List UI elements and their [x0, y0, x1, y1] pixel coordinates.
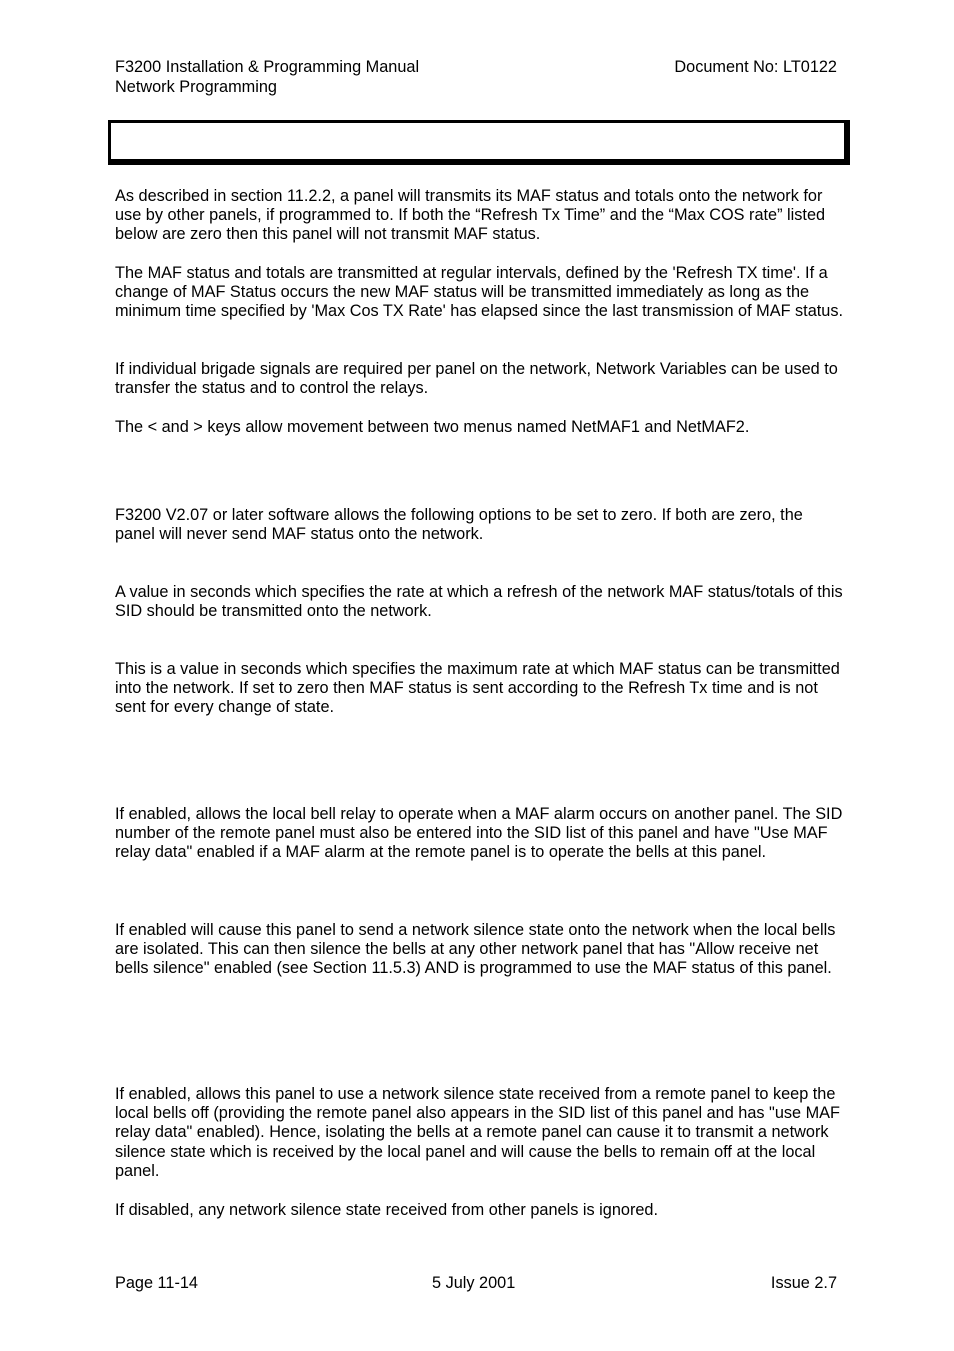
paragraph-refresh-interval: The MAF status and totals are transmitted at regular intervals, defined by the 'Refresh TX time'. If a change of MAF Status occurs the new MAF status will be transmitted immediately as long as the minimum time specified by 'Max Cos TX Rate' has elapsed since the last transmission of MAF status. — [115, 264, 843, 321]
paragraph-network-variables: If individual brigade signals are required per panel on the network, Network Variables can be used to transfer the status and to control the relays. — [115, 360, 838, 398]
manual-title: F3200 Installation & Programming Manual — [115, 58, 420, 76]
paragraph-intro: As described in section 11.2.2, a panel will transmits its MAF status and totals onto the network for use by other panels, if programmed to. If both the “Refresh Tx Time” and the “Max COS rate” listed below are zero then this panel will not transmit MAF status. — [115, 187, 826, 244]
page-number: Page 11-14 — [115, 1274, 198, 1292]
section-title: Network Programming — [115, 78, 277, 96]
paragraph-menu-keys: The < and > keys allow movement between two menus named NetMAF1 and NetMAF2. — [115, 418, 750, 436]
section-title-box — [108, 120, 850, 165]
document-number: Document No: LT0122 — [674, 58, 837, 76]
paragraph-receive-silence: If enabled, allows this panel to use a network silence state received from a remote panel to keep the local bells off (providing the remote panel also appears in the SID list of this panel and has "use MAF relay data" enabled). Hence, isolating the bells at a remote panel can cause it to transmit a network silence state which is received by the local panel and will cause the bells to remain off at the local panel. — [115, 1085, 840, 1180]
paragraph-remote-bells: If enabled, allows the local bell relay to operate when a MAF alarm occurs on another panel. The SID number of the remote panel must also be entered into the SID list of this panel and have "Use MAF relay data" enabled if a MAF alarm at the remote panel is to operate the bells at this panel. — [115, 805, 843, 862]
footer-date: 5 July 2001 — [432, 1274, 516, 1292]
paragraph-refresh-tx-time: A value in seconds which specifies the rate at which a refresh of the network MAF status/totals of this SID should be transmitted onto the network. — [115, 583, 843, 621]
paragraph-zero-options: F3200 V2.07 or later software allows the following options to be set to zero. If both are zero, the panel will never send MAF status onto the network. — [115, 506, 803, 544]
issue-number: Issue 2.7 — [770, 1274, 837, 1292]
paragraph-send-silence: If enabled will cause this panel to send a network silence state onto the network when the local bells are isolated. This can then silence the bells at any other network panel that has "Allow receive net bells silence" enabled (see Section 11.5.3) AND is programmed to use the MAF status of this panel. — [115, 921, 836, 978]
paragraph-disabled: If disabled, any network silence state received from other panels is ignored. — [115, 1201, 658, 1219]
paragraph-max-cos-rate: This is a value in seconds which specifies the maximum rate at which MAF status can be transmitted into the network. If set to zero then MAF status is sent according to the Refresh Tx time and is not sent for every change of state. — [115, 660, 840, 717]
